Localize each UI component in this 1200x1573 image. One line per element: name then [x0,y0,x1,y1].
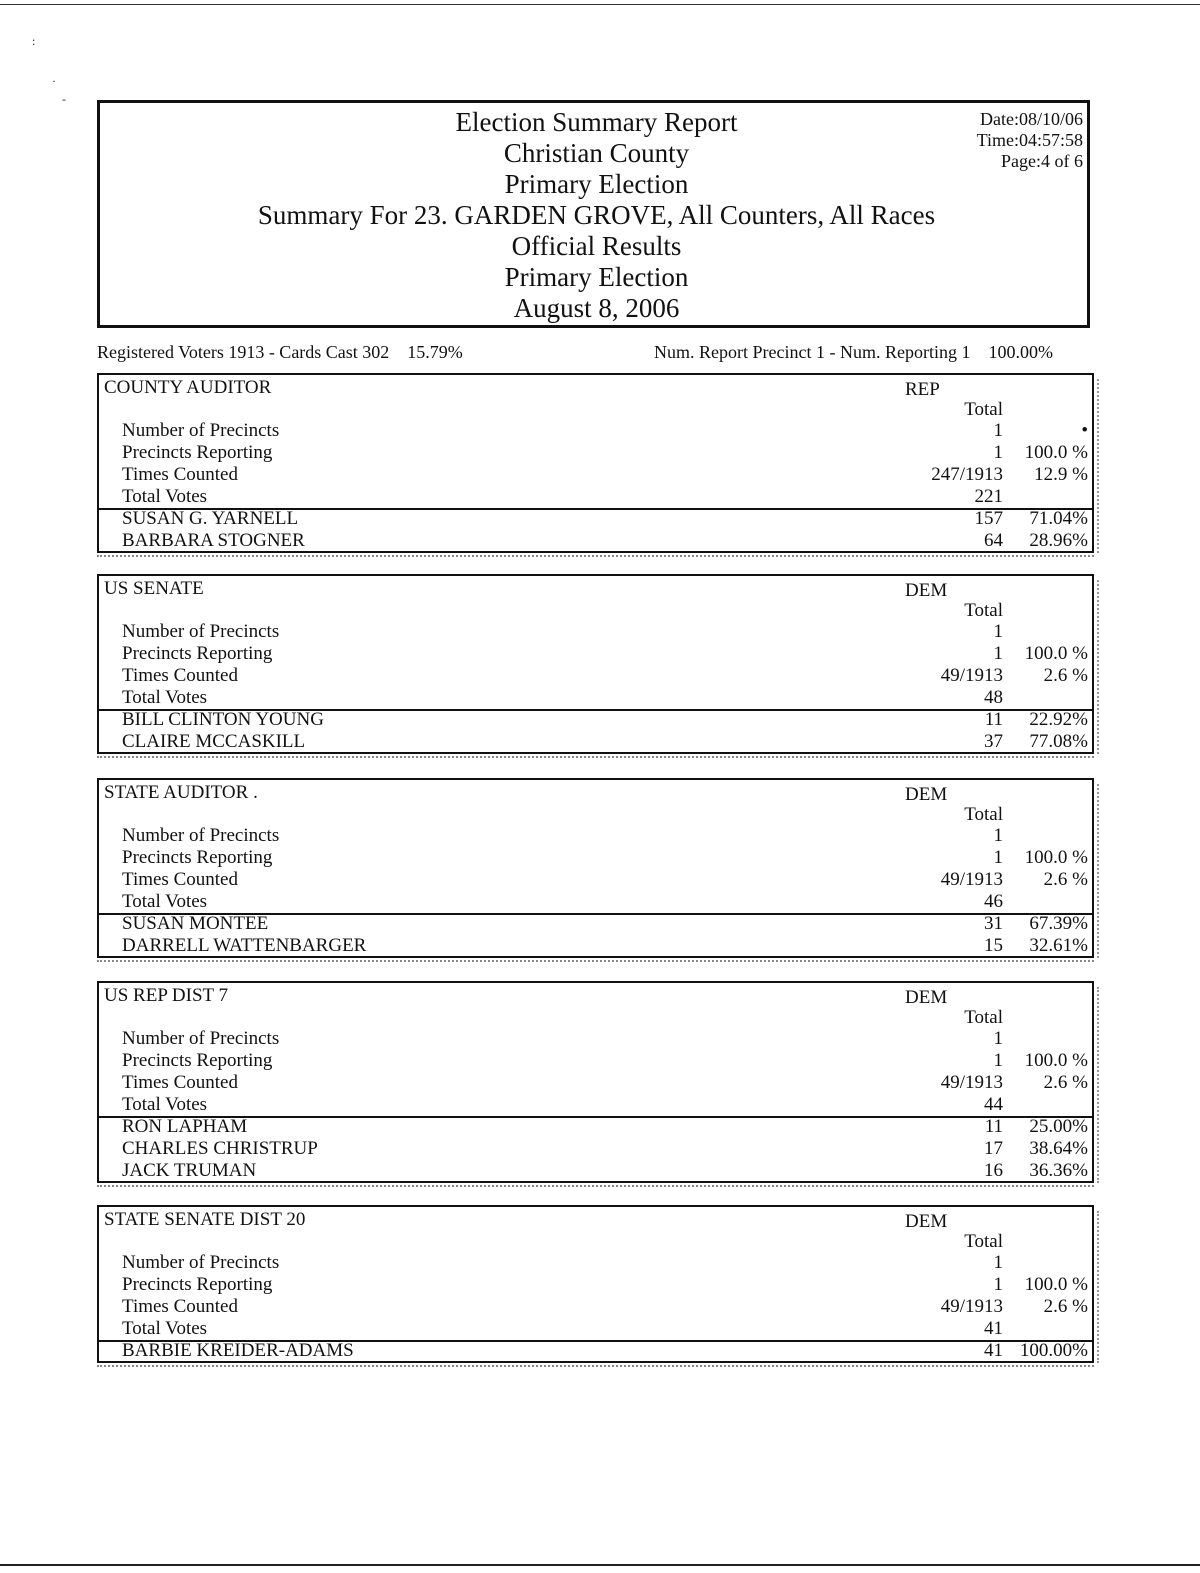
stat-value: 1 [993,420,1003,441]
stat-percent: 2.6 % [1043,869,1088,890]
election-date: August 8, 2006 [513,293,680,323]
stat-percent: 100.0 % [1024,1050,1088,1071]
race-box [97,574,1094,754]
candidate-name: CLAIRE MCCASKILL [122,731,306,752]
race-title: STATE AUDITOR . [104,782,258,803]
candidate-name: BARBIE KREIDER-ADAMS [122,1340,354,1361]
stat-label: Total Votes [122,891,208,912]
race-title: STATE SENATE DIST 20 [104,1209,306,1230]
scan-speck: · [52,74,56,88]
report-title: Election Summary Report [455,107,738,137]
stat-row [99,1050,1092,1072]
stat-label: Number of Precincts [122,1028,280,1049]
stat-value: 1 [993,1028,1003,1049]
race-box [97,1205,1094,1363]
stat-row [99,665,1092,687]
stat-row [99,1274,1092,1296]
stat-row [99,1252,1092,1274]
stat-percent: • [1081,420,1088,441]
candidate-percent: 100.00% [1019,1340,1088,1361]
race-title: US SENATE [104,578,204,599]
stat-percent: 100.0 % [1024,847,1088,868]
candidate-percent: 36.36% [1029,1160,1088,1181]
stat-label: Precincts Reporting [122,1274,273,1295]
stat-value: 1 [993,643,1003,664]
total-column-header: Total [964,1231,1003,1252]
candidate-name: DARRELL WATTENBARGER [122,935,367,956]
stat-row [99,442,1092,464]
report-date: Date:08/10/06 [980,109,1083,129]
candidate-percent: 71.04% [1029,508,1088,529]
total-column-header: Total [964,1007,1003,1028]
candidate-name: BILL CLINTON YOUNG [122,709,324,730]
stat-value: 247/1913 [931,464,1003,485]
stat-row [99,621,1092,643]
stat-percent: 100.0 % [1024,442,1088,463]
stat-label: Precincts Reporting [122,847,273,868]
stat-row [99,486,1092,508]
stat-label: Times Counted [122,464,238,485]
candidate-votes: 157 [974,508,1003,529]
candidate-percent: 25.00% [1029,1116,1088,1137]
race-party: DEM [905,784,948,805]
candidate-row [99,1160,1092,1182]
candidate-votes: 15 [984,935,1003,956]
candidate-percent: 32.61% [1029,935,1088,956]
scan-speck: : [32,34,36,48]
candidate-votes: 11 [984,1116,1003,1137]
report-header [97,100,1090,328]
stat-row [99,1318,1092,1340]
stat-row [99,687,1092,709]
race-party: DEM [905,1211,948,1232]
stat-value: 49/1913 [940,869,1003,890]
election-type-repeat: Primary Election [504,262,689,292]
total-column-header: Total [964,804,1003,825]
race-box [97,981,1094,1183]
stat-label: Times Counted [122,1296,238,1317]
race-box [97,778,1094,958]
stat-row [99,643,1092,665]
candidate-name: JACK TRUMAN [122,1160,257,1181]
page-number: Page:4 of 6 [1001,151,1083,171]
candidate-percent: 67.39% [1029,913,1088,934]
stat-label: Precincts Reporting [122,442,273,463]
candidate-row [99,1138,1092,1160]
stat-label: Times Counted [122,665,238,686]
stat-row [99,464,1092,486]
stat-value: 1 [993,847,1003,868]
county-name: Christian County [503,138,690,168]
summary-scope: Summary For 23. GARDEN GROVE, All Counters, All Races [257,200,936,230]
candidate-name: BARBARA STOGNER [122,530,305,551]
precinct-reporting-summary: Num. Report Precinct 1 - Num. Reporting 1 100.00% [654,342,1053,362]
stat-label: Total Votes [122,1318,208,1339]
stat-value: 49/1913 [940,1296,1003,1317]
race-title: US REP DIST 7 [104,985,229,1006]
candidate-row [99,1340,1092,1362]
stat-percent: 12.9 % [1034,464,1088,485]
candidate-row [99,913,1092,935]
stat-row [99,847,1092,869]
race-party: REP [905,379,940,400]
candidate-row [99,1116,1092,1138]
stat-percent: 2.6 % [1043,665,1088,686]
race-party: DEM [905,987,948,1008]
candidate-name: SUSAN MONTEE [122,913,269,934]
stat-row [99,1072,1092,1094]
candidate-name: CHARLES CHRISTRUP [122,1138,318,1159]
report-meta [977,109,1083,172]
stat-value: 49/1913 [940,1072,1003,1093]
candidate-votes: 31 [984,913,1003,934]
stat-value: 221 [974,486,1003,507]
stat-label: Total Votes [122,687,208,708]
stat-row [99,891,1092,913]
stat-percent: 2.6 % [1043,1072,1088,1093]
candidate-votes: 17 [984,1138,1003,1159]
stat-label: Number of Precincts [122,621,280,642]
stat-label: Number of Precincts [122,1252,280,1273]
stat-value: 48 [984,687,1003,708]
candidate-name: RON LAPHAM [122,1116,248,1137]
candidate-row [99,530,1092,552]
stat-percent: 100.0 % [1024,643,1088,664]
candidate-percent: 77.08% [1029,731,1088,752]
candidate-votes: 16 [984,1160,1003,1181]
stat-label: Times Counted [122,869,238,890]
scan-top-rule [0,4,1200,5]
stat-label: Number of Precincts [122,825,280,846]
stat-row [99,1296,1092,1318]
stat-value: 41 [984,1318,1003,1339]
stat-percent: 2.6 % [1043,1296,1088,1317]
stat-value: 44 [984,1094,1003,1115]
race-box [97,373,1094,553]
report-time: Time:04:57:58 [976,130,1083,150]
stat-value: 1 [993,621,1003,642]
candidate-row [99,709,1092,731]
candidate-name: SUSAN G. YARNELL [122,508,299,529]
candidate-votes: 37 [984,731,1003,752]
candidate-percent: 28.96% [1029,530,1088,551]
registered-voters-summary: Registered Voters 1913 - Cards Cast 302 15.79% [97,342,463,362]
scan-bottom-rule [0,1564,1200,1566]
stat-value: 46 [984,891,1003,912]
stat-label: Precincts Reporting [122,643,273,664]
stat-row [99,1094,1092,1116]
candidate-votes: 41 [984,1340,1003,1361]
stat-value: 1 [993,1274,1003,1295]
stat-value: 1 [993,1050,1003,1071]
stat-row [99,825,1092,847]
candidate-percent: 22.92% [1029,709,1088,730]
candidate-row [99,508,1092,530]
race-title: COUNTY AUDITOR [104,377,272,398]
stat-value: 1 [993,825,1003,846]
candidate-row [99,731,1092,753]
stat-value: 1 [993,442,1003,463]
stat-value: 49/1913 [940,665,1003,686]
stat-percent: 100.0 % [1024,1274,1088,1295]
candidate-percent: 38.64% [1029,1138,1088,1159]
report-title-block [100,107,1093,324]
stat-label: Times Counted [122,1072,238,1093]
election-type: Primary Election [504,169,689,199]
stat-row [99,420,1092,442]
results-status: Official Results [511,231,682,261]
stat-row [99,1028,1092,1050]
race-party: DEM [905,580,948,601]
candidate-row [99,935,1092,957]
candidate-votes: 64 [984,530,1003,551]
stat-label: Total Votes [122,486,208,507]
total-column-header: Total [964,399,1003,420]
stat-value: 1 [993,1252,1003,1273]
scan-speck: - [62,92,66,106]
stat-row [99,869,1092,891]
candidate-votes: 11 [984,709,1003,730]
stat-label: Number of Precincts [122,420,280,441]
total-column-header: Total [964,600,1003,621]
stat-label: Precincts Reporting [122,1050,273,1071]
stat-label: Total Votes [122,1094,208,1115]
